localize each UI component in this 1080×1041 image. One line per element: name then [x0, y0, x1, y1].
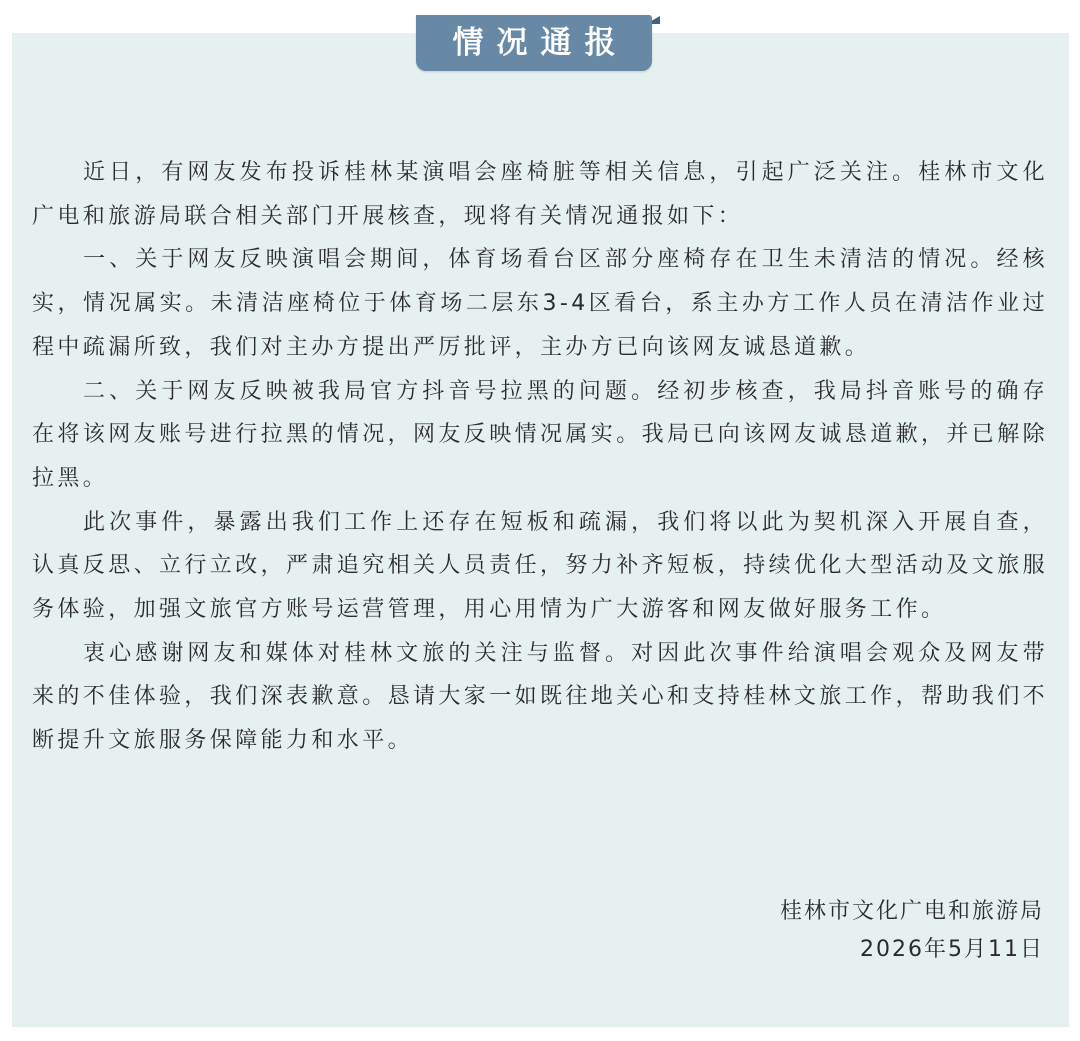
paragraph-reflection: 此次事件，暴露出我们工作上还存在短板和疏漏，我们将以此为契机深入开展自查，认真反思、立行立改，严肃追究相关人员责任，努力补齐短板，持续优化大型活动及文旅服务体验，加强文旅官方账号运营管理，用心用情为广大游客和网友做好服务工作。 — [32, 509, 1049, 623]
signature-organization: 桂林市文化广电和旅游局 — [779, 899, 1044, 924]
signature-date: 2026年5月11日 — [860, 937, 1044, 962]
page-title: 情况通报 — [452, 25, 629, 61]
paragraph-thanks: 衷心感谢网友和媒体对桂林文旅的关注与监督。对因此次事件给演唱会观众及网友带来的不佳体验，我们深表歉意。恳请大家一如既往地关心和支持桂林文旅工作，帮助我们不断提升文旅服务保障能力和水平。 — [32, 640, 1049, 754]
paragraph-item-2: 二、关于网友反映被我局官方抖音号拉黑的问题。经初步核查，我局抖音账号的确存在将该网友账号进行拉黑的情况，网友反映情况属实。我局已向该网友诚恳道歉，并已解除拉黑。 — [32, 378, 1049, 491]
signature-block — [780, 893, 1044, 969]
notice-body — [32, 151, 1048, 763]
title-tag — [416, 15, 652, 71]
paragraph-item-1: 一、关于网友反映演唱会期间，体育场看台区部分座椅存在卫生未清洁的情况。经核实，情况属实。未清洁座椅位于体育场二层东3-4区看台，系主办方工作人员在清洁作业过程中疏漏所致，我们对主办方提出严厉批评，主办方已向该网友诚恳道歉。 — [32, 247, 1048, 360]
paragraph-intro: 近日，有网友发布投诉桂林某演唱会座椅脏等相关信息，引起广泛关注。桂林市文化广电和旅游局联合相关部门开展核查，现将有关情况通报如下： — [32, 160, 1048, 229]
